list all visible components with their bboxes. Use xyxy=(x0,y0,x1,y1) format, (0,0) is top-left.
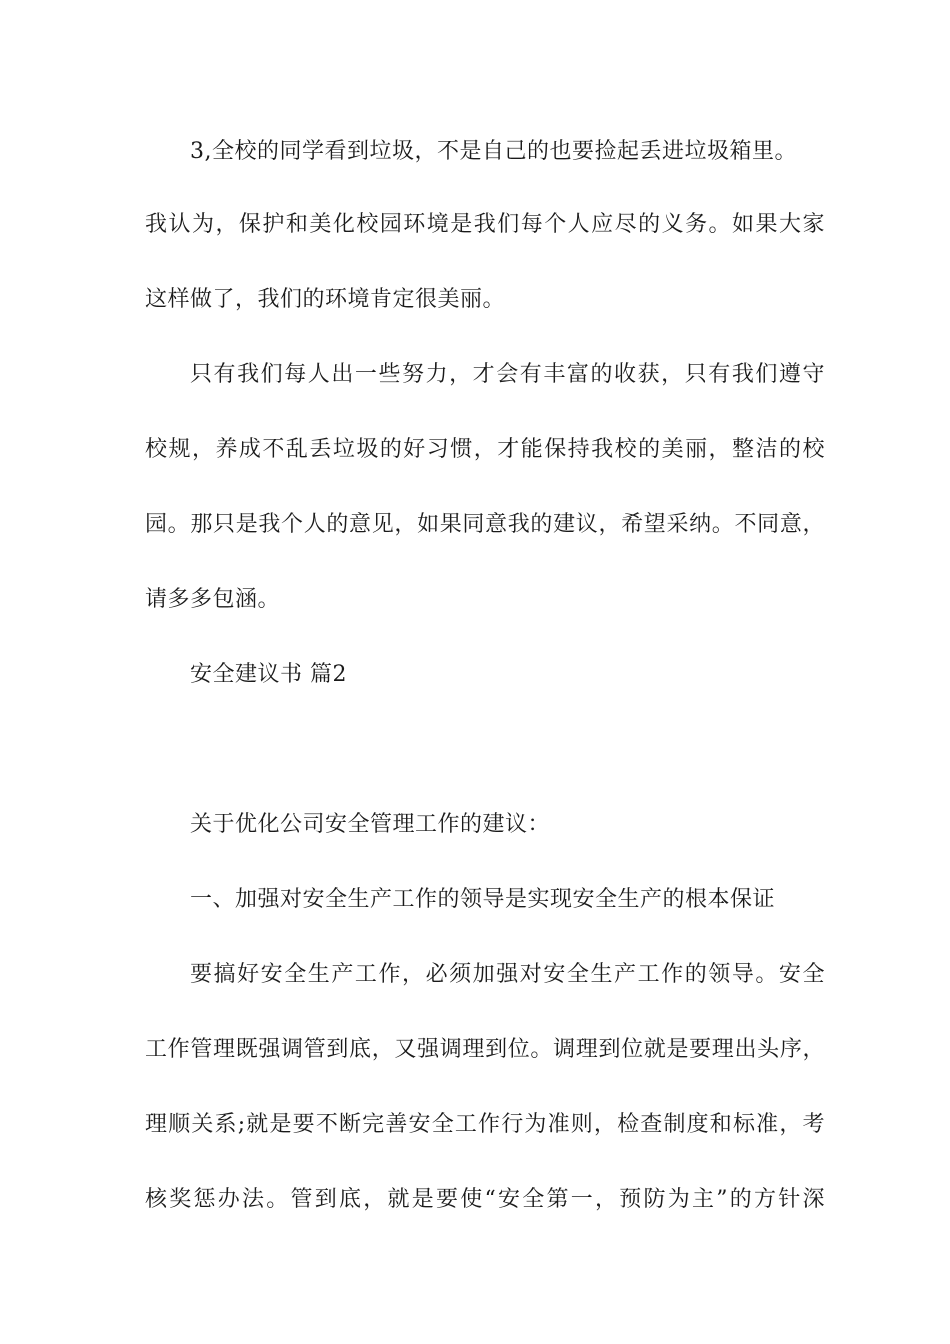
paragraph-line: 关于优化公司安全管理工作的建议： xyxy=(190,812,551,837)
section-heading: 安全建议书 篇2 xyxy=(190,662,347,687)
paragraph-line: 3,全校的同学看到垃圾，不是自己的也要捡起丢进垃圾箱里。 xyxy=(190,139,797,164)
paragraph-line: 一、加强对安全生产工作的领导是实现安全生产的根本保证 xyxy=(190,887,776,912)
paragraph-line: 只有我们每人出一些努力，才会有丰富的收获，只有我们遵守 xyxy=(190,362,825,387)
paragraph-line: 要搞好安全生产工作，必须加强对安全生产工作的领导。安全 xyxy=(190,962,825,987)
paragraph-line: 理顺关系;就是要不断完善安全工作行为准则，检查制度和标准，考 xyxy=(145,1112,825,1137)
paragraph-line: 我认为，保护和美化校园环境是我们每个人应尽的义务。如果大家 xyxy=(145,212,825,237)
paragraph-line: 园。那只是我个人的意见，如果同意我的建议，希望采纳。不同意， xyxy=(145,512,825,537)
paragraph-line: 这样做了，我们的环境肯定很美丽。 xyxy=(145,287,506,312)
paragraph-line: 校规，养成不乱丢垃圾的好习惯，才能保持我校的美丽，整洁的校 xyxy=(145,437,825,462)
paragraph-line: 请多多包涵。 xyxy=(145,587,281,612)
paragraph-line: 工作管理既强调管到底，又强调理到位。调理到位就是要理出头序， xyxy=(145,1037,825,1062)
paragraph-line: 核奖惩办法。管到底，就是要使“安全第一，预防为主”的方针深 xyxy=(145,1187,825,1212)
